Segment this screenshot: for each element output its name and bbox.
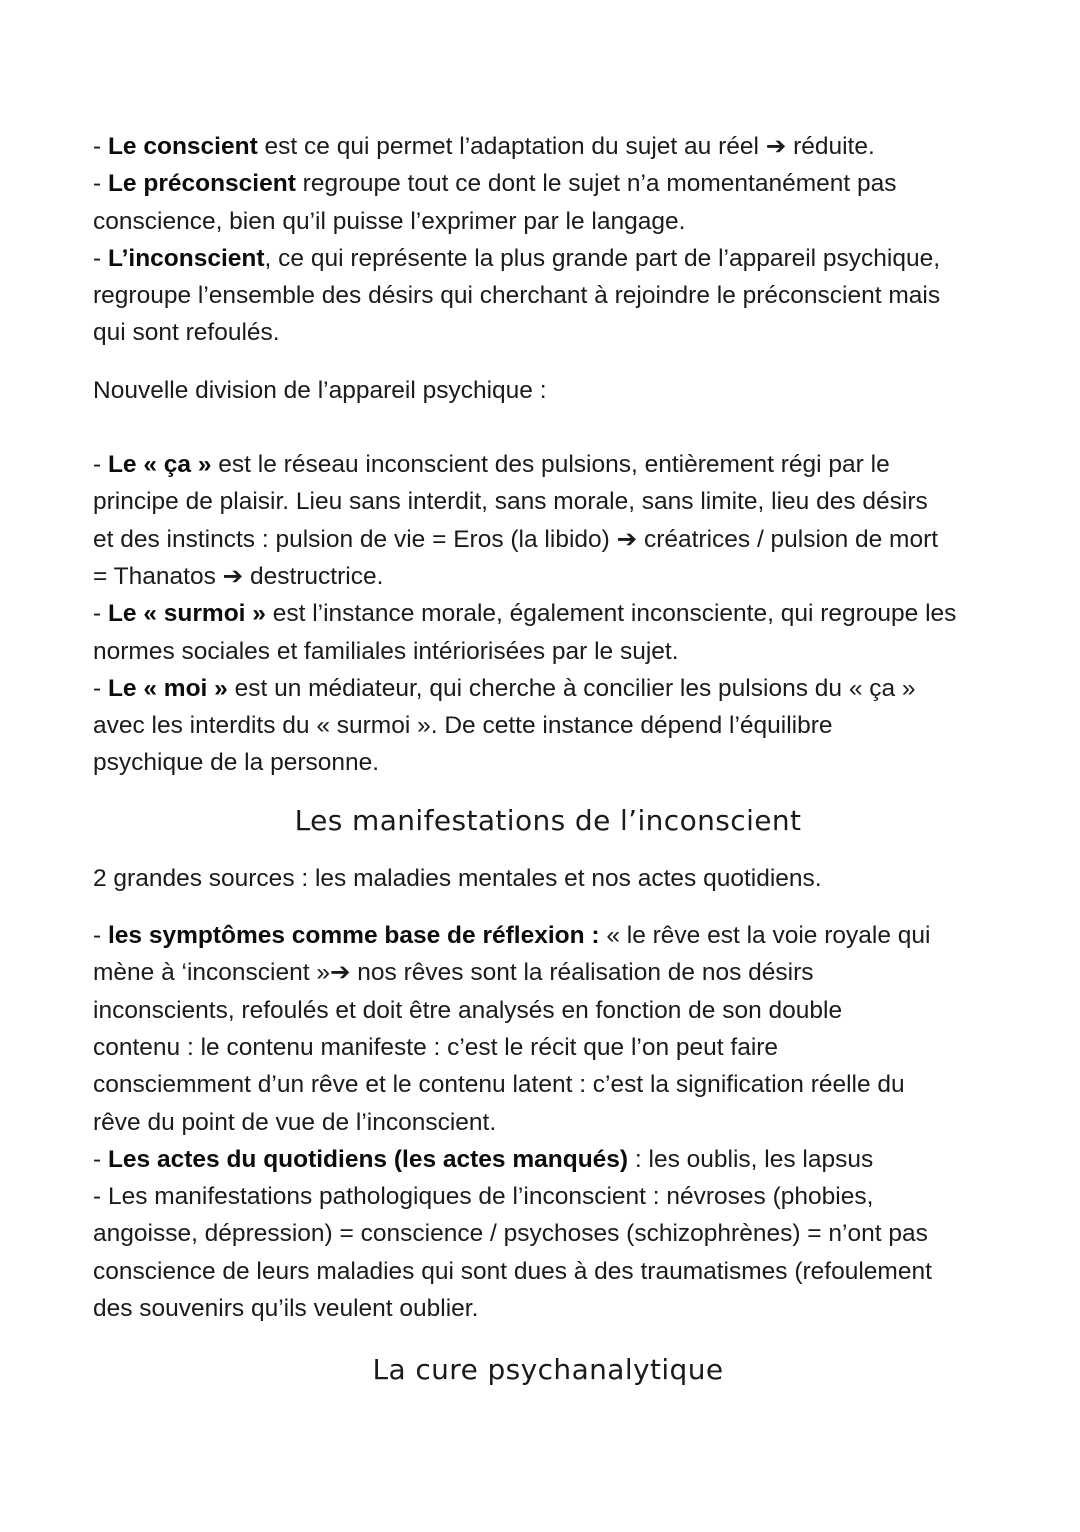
term-surmoi: Le « surmoi »: [107, 600, 266, 628]
term-ca: Le « ça »: [107, 451, 212, 479]
term-preconscient: Le préconscient: [107, 170, 296, 198]
paragraph-pathologiques: - Les manifestations pathologiques de l’inconscient : névroses (phobies, angoisse, dépression) = conscience / psychoses (schizophrènes) = n’ont pas conscience de leurs maladies qui sont dues à des traumatismes (refoulement des souvenirs qu’ils veulent oublier.: [93, 1183, 932, 1323]
term-conscient: Le conscient: [107, 133, 258, 160]
term-symptomes: les symptômes comme base de réflexion :: [107, 922, 600, 950]
heading-manifestations: Les manifestations de l’inconscient: [294, 803, 802, 837]
term-inconscient: L’inconscient: [107, 244, 265, 272]
paragraph-nouvelle-division: Nouvelle division de l’appareil psychique :: [93, 376, 547, 404]
paragraph-symptomes: - les symptômes comme base de réflexion : « le rêve est la voie royale qui mène à ‘inconscient »➔ nos rêves sont la réalisation de nos désirs inconscients, refoulés et doit être analysés en fonction de son double contenu : le contenu manifeste : c’est le récit que l’on peut faire consciemment d’un rêve et le contenu latent : c’est la signification réelle du rêve du point de vue de l’inconscient.: [93, 922, 931, 1136]
paragraph-actes: - Les actes du quotidiens (les actes manqués) : les oublis, les lapsus: [93, 1145, 874, 1173]
term-moi: Le « moi »: [107, 674, 228, 702]
document-body: [93, 128, 1003, 1391]
term-actes: Les actes du quotidiens (les actes manqués): [107, 1145, 629, 1173]
paragraph-moi: - Le « moi » est un médiateur, qui cherche à concilier les pulsions du « ça » avec les interdits du « surmoi ». De cette instance dépend l’équilibre psychique de la personne.: [93, 674, 916, 777]
heading-cure: La cure psychanalytique: [372, 1353, 724, 1387]
paragraph-surmoi: - Le « surmoi » est l’instance morale, également inconsciente, qui regroupe les normes sociales et familiales intériorisées par le sujet.: [93, 600, 957, 665]
paragraph-inconscient: - L’inconscient, ce qui représente la plus grande part de l’appareil psychique, regroupe l’ensemble des désirs qui cherchant à rejoindre le préconscient mais qui sont refoulés.: [93, 244, 941, 347]
paragraph-sources: 2 grandes sources : les maladies mentales et nos actes quotidiens.: [93, 864, 822, 892]
paragraph-conscient: - Le conscient est ce qui permet l’adaptation du sujet au réel ➔ réduite.: [93, 133, 875, 160]
paragraph-preconscient: - Le préconscient regroupe tout ce dont le sujet n’a momentanément pas conscience, bien qu’il puisse l’exprimer par le langage.: [93, 170, 897, 235]
paragraph-ca: - Le « ça » est le réseau inconscient des pulsions, entièrement régi par le principe de plaisir. Lieu sans interdit, sans morale, sans limite, lieu des désirs et des instincts : pulsion de vie = Eros (la libido) ➔ créatrices / pulsion de mort = Thanatos ➔ destructrice.: [93, 451, 939, 590]
